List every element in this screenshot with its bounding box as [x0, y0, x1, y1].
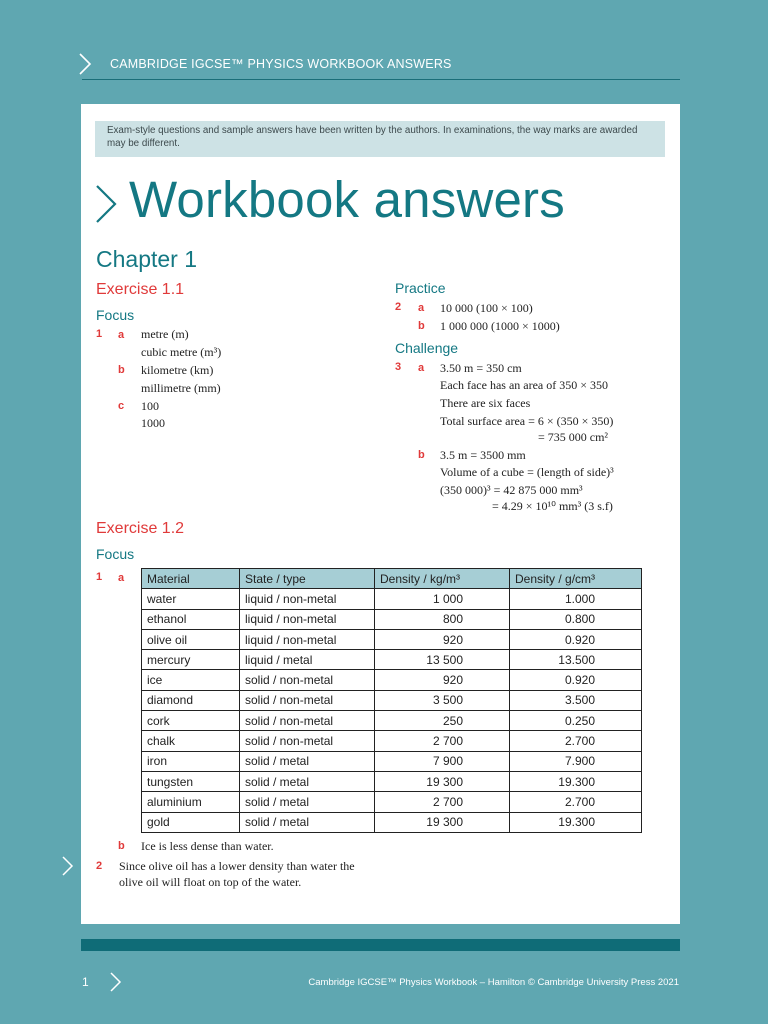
answer-text: 1000 — [141, 416, 165, 430]
table-cell: solid / non-metal — [240, 731, 375, 751]
table-row — [142, 629, 642, 649]
table-cell: solid / metal — [240, 792, 375, 812]
part-letter: c — [118, 400, 125, 412]
question-number: 1 — [96, 571, 103, 583]
table-body — [142, 589, 642, 833]
part-letter: a — [118, 572, 125, 584]
part-letter: b — [418, 320, 425, 332]
answer-text: cubic metre (m³) — [141, 345, 222, 359]
table-cell: 7 900 — [375, 751, 510, 771]
column-header: Material — [142, 569, 240, 589]
table-cell: mercury — [142, 650, 240, 670]
notice-box: Exam-style questions and sample answers have been written by the authors. In examinations, the way marks are awarded may be different. — [95, 121, 665, 157]
exercise-heading: Exercise 1.1 — [96, 281, 185, 298]
table-row — [142, 609, 642, 629]
answer-text: Volume of a cube = (length of side)³ — [440, 465, 614, 479]
answer-text: Ice is less dense than water. — [141, 839, 274, 853]
focus-heading: Focus — [96, 546, 135, 562]
table-row — [142, 792, 642, 812]
table-cell: 2.700 — [510, 731, 642, 751]
table-cell: cork — [142, 711, 240, 731]
question-number: 2 — [96, 860, 103, 872]
table-cell: 2.700 — [510, 792, 642, 812]
table-cell: liquid / metal — [240, 650, 375, 670]
table-row — [142, 812, 642, 832]
column-header: State / type — [240, 569, 375, 589]
table-cell: chalk — [142, 731, 240, 751]
table-cell: iron — [142, 751, 240, 771]
answer-text: 1 000 000 (1000 × 1000) — [440, 319, 560, 333]
table-row — [142, 650, 642, 670]
challenge-heading: Challenge — [395, 340, 459, 356]
table-cell: 13.500 — [510, 650, 642, 670]
table-cell: 2 700 — [375, 731, 510, 751]
answer-text: = 735 000 cm² — [538, 430, 609, 444]
table-cell: 0.800 — [510, 609, 642, 629]
table-cell: 3 500 — [375, 690, 510, 710]
answer-text: 3.5 m = 3500 mm — [440, 448, 526, 462]
table-cell: 19 300 — [375, 771, 510, 791]
table-row — [142, 771, 642, 791]
table-cell: ethanol — [142, 609, 240, 629]
table-cell: diamond — [142, 690, 240, 710]
table-row — [142, 711, 642, 731]
chevron-right-icon — [108, 971, 122, 993]
table-row — [142, 589, 642, 609]
table-cell: 2 700 — [375, 792, 510, 812]
table-cell: 3.500 — [510, 690, 642, 710]
answer-text: 3.50 m = 350 cm — [440, 361, 522, 375]
answer-text: millimetre (mm) — [141, 381, 221, 395]
footer-text: Cambridge IGCSE™ Physics Workbook – Hamilton © Cambridge University Press 2021 — [308, 977, 679, 988]
table-cell: 1.000 — [510, 589, 642, 609]
part-letter: a — [118, 329, 125, 341]
table-cell: olive oil — [142, 629, 240, 649]
focus-heading: Focus — [96, 307, 135, 323]
answer-text: 10 000 (100 × 100) — [440, 301, 533, 315]
table-row — [142, 731, 642, 751]
part-letter: a — [418, 302, 425, 314]
table-row — [142, 751, 642, 771]
chapter-heading: Chapter 1 — [96, 246, 198, 272]
table-cell: 800 — [375, 609, 510, 629]
part-letter: b — [418, 449, 425, 461]
page-title: Workbook answers — [129, 171, 565, 228]
footer-bar — [81, 939, 680, 951]
exercise-heading: Exercise 1.2 — [96, 520, 185, 537]
table-cell: 7.900 — [510, 751, 642, 771]
table-cell: solid / metal — [240, 771, 375, 791]
table-cell: solid / metal — [240, 751, 375, 771]
table-cell: water — [142, 589, 240, 609]
table-cell: solid / non-metal — [240, 690, 375, 710]
part-letter: b — [118, 840, 125, 852]
table-cell: liquid / non-metal — [240, 609, 375, 629]
column-header: Density / kg/m³ — [375, 569, 510, 589]
table-row — [142, 670, 642, 690]
table-cell: 0.920 — [510, 629, 642, 649]
chevron-right-icon — [60, 855, 74, 877]
chevron-right-icon — [93, 184, 119, 224]
answer-text: (350 000)³ = 42 875 000 mm³ — [440, 483, 583, 497]
question-number: 3 — [395, 361, 402, 373]
question-number: 1 — [96, 328, 103, 340]
table-cell: 0.250 — [510, 711, 642, 731]
table-cell: 1 000 — [375, 589, 510, 609]
table-cell: 920 — [375, 670, 510, 690]
part-letter: a — [418, 362, 425, 374]
table-cell: 19.300 — [510, 812, 642, 832]
part-letter: b — [118, 364, 125, 376]
table-cell: 920 — [375, 629, 510, 649]
table-cell: solid / non-metal — [240, 670, 375, 690]
density-table — [141, 568, 642, 833]
document-page — [81, 104, 680, 924]
answer-text: olive oil will float on top of the water. — [119, 875, 302, 889]
answer-text: There are six faces — [440, 396, 531, 410]
table-cell: 0.920 — [510, 670, 642, 690]
answer-text: = 4.29 × 10¹⁰ mm³ (3 s.f) — [492, 499, 613, 513]
table-cell: 250 — [375, 711, 510, 731]
table-cell: tungsten — [142, 771, 240, 791]
table-cell: liquid / non-metal — [240, 589, 375, 609]
table-cell: ice — [142, 670, 240, 690]
chevron-right-icon — [77, 52, 93, 76]
header-title: CAMBRIDGE IGCSE™ PHYSICS WORKBOOK ANSWERS — [110, 57, 452, 71]
table-cell: 13 500 — [375, 650, 510, 670]
table-cell: liquid / non-metal — [240, 629, 375, 649]
practice-heading: Practice — [395, 280, 446, 296]
answer-text: 100 — [141, 399, 159, 413]
table-cell: solid / non-metal — [240, 711, 375, 731]
answer-text: Since olive oil has a lower density than water the — [119, 859, 355, 873]
table-cell: aluminium — [142, 792, 240, 812]
answer-text: metre (m) — [141, 327, 189, 341]
page-number: 1 — [82, 975, 89, 989]
answer-text: Total surface area = 6 × (350 × 350) — [440, 414, 614, 428]
question-number: 2 — [395, 301, 402, 313]
table-row — [142, 690, 642, 710]
table-header-row — [142, 569, 642, 589]
table-cell: 19 300 — [375, 812, 510, 832]
column-header: Density / g/cm³ — [510, 569, 642, 589]
answer-text: kilometre (km) — [141, 363, 214, 377]
table-cell: 19.300 — [510, 771, 642, 791]
header-rule — [82, 79, 680, 80]
answer-text: Each face has an area of 350 × 350 — [440, 378, 609, 392]
table-cell: gold — [142, 812, 240, 832]
table-cell: solid / metal — [240, 812, 375, 832]
